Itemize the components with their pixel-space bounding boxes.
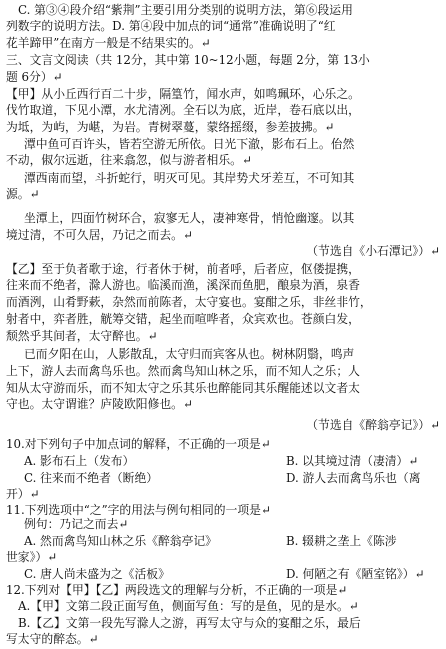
q11-option-b-cont: 世家》）↵ [6,550,58,565]
passage-a-line: 【甲】从小丘西行百二十步，隔篁竹，闻水声，如鸣珮环，心乐之。 [6,86,360,101]
q11-option-b: B. 辍耕之垄上《陈涉 [286,533,397,548]
passage-b-line: 颓然乎其间者，太守醉也。↵ [6,328,158,343]
q10-option-d-cont: 开）↵ [6,487,40,502]
option-c-line-3: 花羊蹄甲”在南方一般是不结果实的。↵ [6,35,211,50]
passage-a-line: 潭中鱼可百许头，皆若空游无所依。日光下澈，影布石上。佁然 [24,136,355,151]
passage-b-line: 知从太守游而乐，而不知太守之乐其乐也醉能同其乐醒能述以文者太 [6,380,360,395]
passage-a-line: 伐竹取道，下见小潭，水尤清冽。全石以为底，近岸，卷石底以出， [6,103,360,118]
passage-a-line: 源。↵ [6,186,40,201]
question-12: 12.下列对【甲】【乙】两段选文的理解与分析，不正确的一项是↵ [6,582,348,597]
q10-option-c: C. 往来而不绝者（断绝） [24,470,159,485]
q10-option-a: A. 影布石上（发布） [24,453,135,468]
passage-b-line: 而酒洌，山肴野蔌，杂然而前陈者，太守宴也。宴酣之乐，非丝非竹， [6,295,372,310]
section-3-heading: 三、文言文阅读（共 12分，其中第 10~12小题，每题 2分，第 13小 [6,53,370,68]
q12-option-a: A.【甲】文第二段正面写鱼，侧面写鱼：写的是鱼，见的是水。↵ [18,599,359,614]
option-c-line-1: C. 第③④段介绍“紫荆”主要引用分类别的说明方法，第⑥段运用 [18,3,353,17]
passage-a-line: 境过清，不可久居，乃记之而去。↵ [6,227,193,242]
section-3-heading-cont: 题 6分）↵ [6,69,63,84]
passage-b-line: 已而夕阳在山，人影散乱，太守归而宾客从也。树林阴翳，鸣声 [24,347,355,362]
passage-a-line: 不动，俶尔远逝，往来翕忽，似与游者相乐。↵ [6,153,252,168]
passage-b-line: 射者中，弈者胜，觥筹交错，起坐而喧哗者，众宾欢也。苍颜白发， [6,311,360,326]
passage-b-line: 往来而不绝者，滁人游也。临溪而渔，溪深而鱼肥，酿泉为酒，泉香 [6,277,360,292]
passage-a-source: （节选自《小石潭记》）↵ [306,244,440,259]
passage-b-source: （节选自《醉翁亭记》）↵ [306,418,440,433]
passage-b-line: 上下，游人去而禽鸟乐也。然而禽鸟知山林之乐，而不知人之乐；人 [6,363,360,378]
passage-b-line: 【乙】至于负者歌于途，行者休于树，前者呼，后者应，伛偻提携， [6,261,360,276]
q11-option-a: A. 然而禽鸟知山林之乐《醉翁亭记》 [24,533,217,548]
passage-b-line: 守也。太守谓谁？庐陵欧阳修也。↵ [6,397,193,412]
passage-a-line: 坐潭上，四面竹树环合，寂寥无人，凄神寒骨，悄怆幽邃。以其 [24,210,355,225]
q10-option-d: D. 游人去而禽鸟乐也（离 [286,470,421,485]
q11-option-d: D. 何陋之有《陋室铭》）↵ [286,566,425,581]
q12-option-b: B.【乙】文第一段先写滁人之游，再写太守与众的宴酣之乐，最后 [18,615,361,630]
question-10: 10.对下列句子中加点词的解释，不正确的一项是↵ [6,437,271,452]
question-11-example: 例句：乃记之而去↵ [24,517,129,532]
question-11: 11.下列选项中“之”字的用法与例句相同的一项是↵ [6,502,271,517]
q10-option-b: B. 以其境过清（凄清）↵ [286,453,419,468]
passage-a-line: 为坻，为屿，为嵁，为岩。青树翠蔓，蒙络摇缀，参差披拂。↵ [6,119,335,134]
q11-option-c: C. 唐人尚未盛为之《活板》 [24,566,170,581]
passage-a-line: 潭西南而望，斗折蛇行，明灭可见。其岸势犬牙差互，不可知其 [24,170,355,185]
option-c-line-2: 列数字的说明方法。D. 第④段中加点的词“通常”准确说明了“红 [6,19,336,34]
q12-option-b-cont: 写太守的醉态。↵ [6,632,99,646]
